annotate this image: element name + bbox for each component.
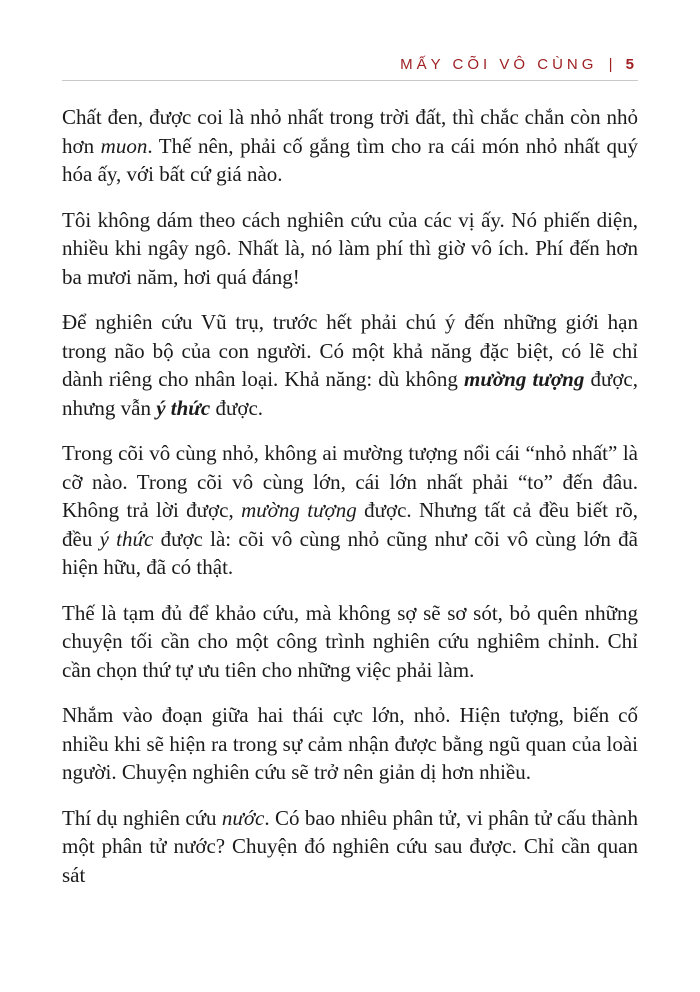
paragraph (62, 308, 638, 422)
text-run: nước (221, 805, 265, 830)
page-number: 5 (625, 56, 638, 73)
text-run: mường tượng (463, 367, 585, 391)
text-run: ý thức (156, 395, 211, 420)
paragraph (62, 439, 638, 582)
text-run: mường tượng (241, 498, 357, 522)
text-run: Thí dụ nghiên cứu (62, 805, 222, 830)
text-run: Nhắm vào đoạn giữa hai thái cực lớn, nhỏ. Hiện tượng, biến cố nhiều khi sẽ hiện ra trong sự cảm nhận được bằng ngũ quan của loài người. Chuyện nghiên cứu sẽ trở nên giản dị hơn nhiều. (62, 703, 638, 784)
text-run: ý thức (99, 526, 154, 551)
paragraph (62, 804, 638, 890)
text-run: muon (100, 133, 148, 158)
text-run: được. Nhưng tất cả đều biết rõ, đều (62, 498, 639, 551)
text-run: Thế là tạm đủ để khảo cứu, mà không sợ sẽ sơ sót, bỏ quên những chuyện tối cần cho một công trình nghiên cứu nghiêm chỉnh. Chỉ cần chọn thứ tự ưu tiên cho những việc phải làm. (62, 600, 638, 682)
paragraph (62, 206, 638, 292)
text-run: được. (210, 395, 264, 420)
paragraph (62, 103, 638, 189)
text-run: Trong cõi vô cùng nhỏ, không ai mường tượng nổi cái “nhỏ nhất” là cỡ nào. Trong cõi vô cùng lớn, cái lớn nhất phải “to” đến đâu. Không trả lời được, (62, 441, 638, 522)
text-run: . Có bao nhiêu phân tử, vi phân tử cấu thành một phân tử nước? Chuyện đó nghiên cứu sau được. Chỉ cần quan sát (62, 805, 638, 887)
text-run: được là: cõi vô cùng nhỏ cũng như cõi vô cùng lớn đã hiện hữu, đã có thật. (62, 526, 638, 579)
text-run: được, nhưng vẫn (62, 367, 638, 420)
running-title: MẤY CÕI VÔ CÙNG (400, 56, 598, 73)
page-header (62, 0, 638, 73)
text-run: . Thế nên, phải cố gắng tìm cho ra cái món nhỏ nhất quý hóa ấy, với bất cứ giá nào. (62, 133, 639, 186)
text-run: Chất đen, được coi là nhỏ nhất trong trời đất, thì chắc chắn còn nhỏ hơn (62, 105, 638, 158)
header-separator: | (608, 56, 617, 73)
text-run: Tôi không dám theo cách nghiên cứu của các vị ấy. Nó phiến diện, nhiều khi ngây ngô. Nhất là, nó làm phí thì giờ vô ích. Phí đến hơn ba mươi năm, hơi quá đáng! (62, 207, 638, 289)
header-rule (62, 80, 638, 81)
paragraph (62, 599, 638, 685)
body-text (62, 103, 638, 889)
paragraph (62, 701, 638, 787)
text-run: Để nghiên cứu Vũ trụ, trước hết phải chú ý đến những giới hạn trong não bộ của con người. Có một khả năng đặc biệt, có lẽ chỉ dành riêng cho nhân loại. Khả năng: dù không (62, 310, 638, 391)
